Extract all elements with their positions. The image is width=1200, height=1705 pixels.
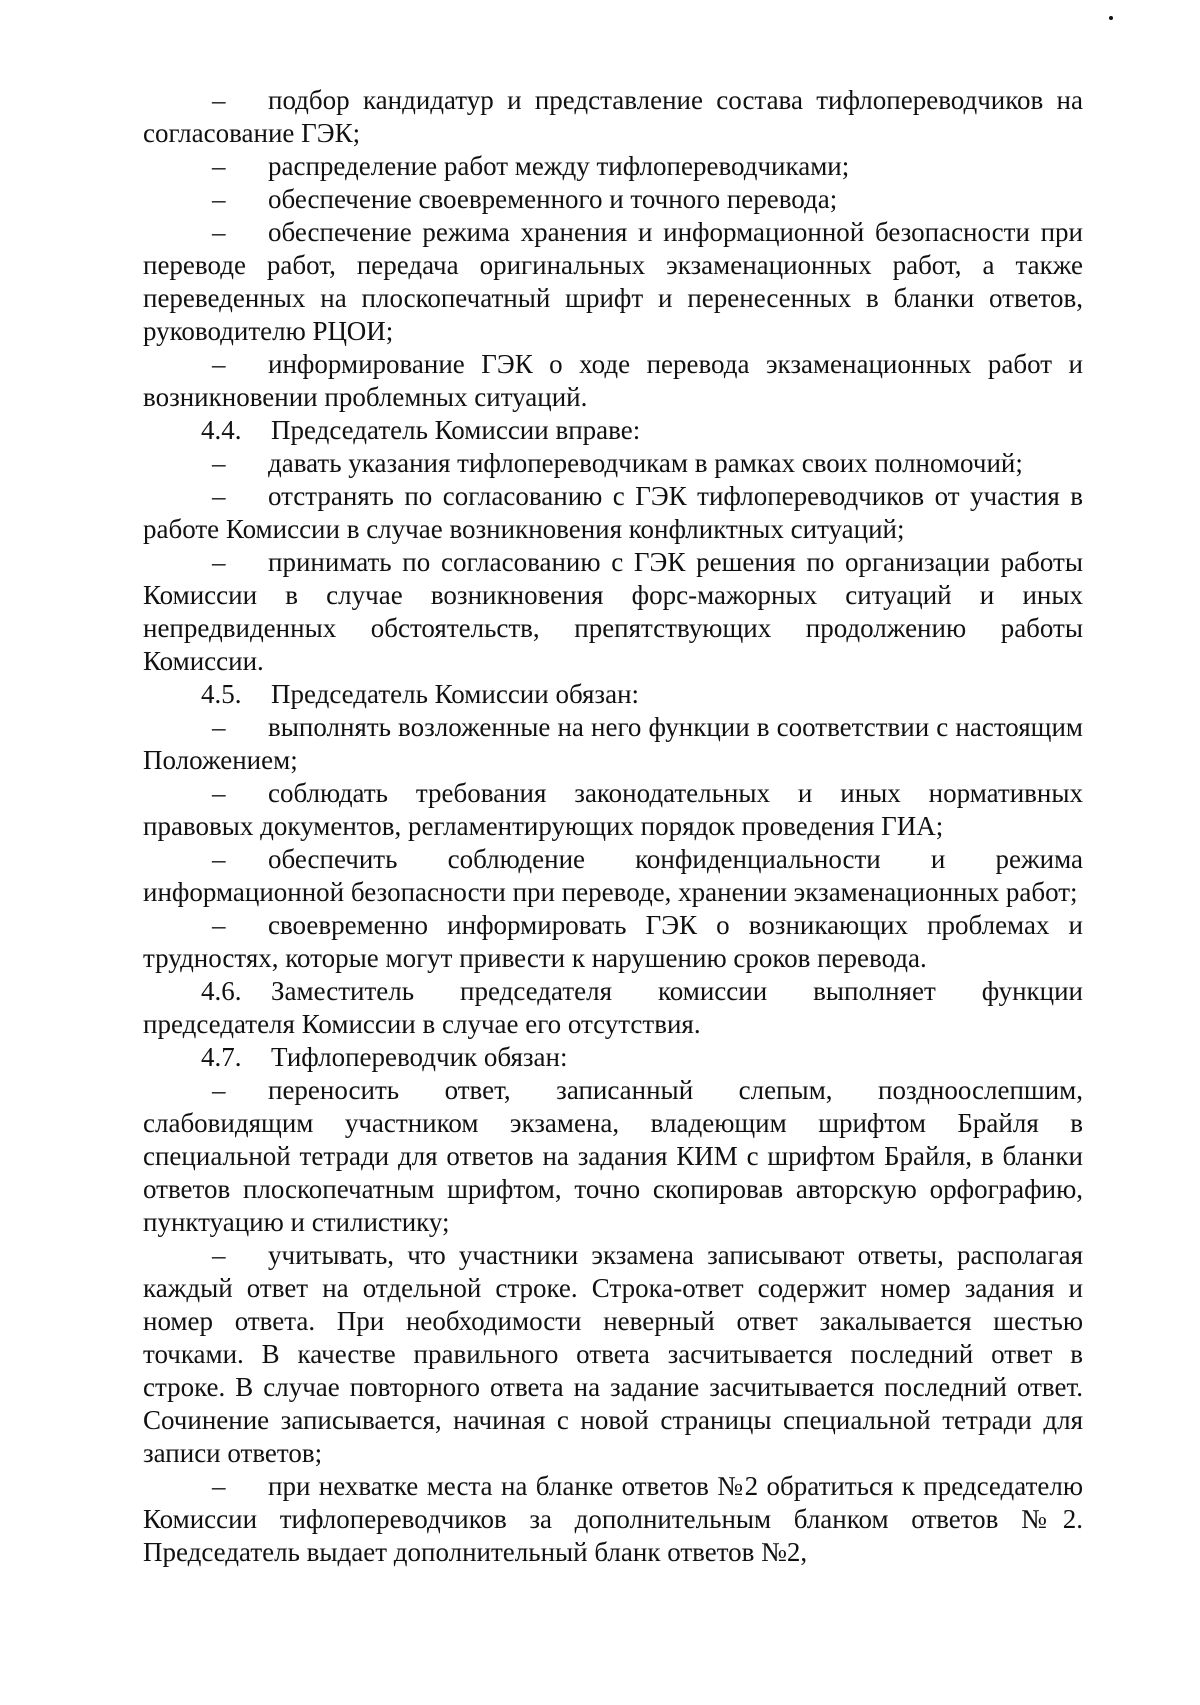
- list-item-dash: – принимать по согласованию с ГЭК решения по организации работы Комиссии в случае возникновения форс-мажорных ситуаций и иных непредвиденных обстоятельств, препятствующих продолжению работы Комиссии.: [143, 546, 1083, 678]
- section-heading-4-6: 4.6. Заместитель председателя комиссии выполняет функции председателя Комиссии в случае его отсутствия.: [143, 976, 1083, 1039]
- section-number: 4.6.: [201, 976, 242, 1006]
- list-item-dash: – переносить ответ, записанный слепым, поздноослепшим, слабовидящим участником экзамена, владеющим шрифтом Брайля в специальной тетради для ответов на задания КИМ с шрифтом Брайля, в бланки ответов плоскопечатным шрифтом, точно скопировав авторскую орфографию, пунктуацию и стилистику;: [143, 1074, 1083, 1239]
- section-heading-4-7: 4.7. Тифлопереводчик обязан:: [201, 1042, 568, 1072]
- list-item-dash: – обеспечение своевременного и точного перевода;: [143, 183, 1083, 216]
- scan-dot: [1109, 16, 1113, 20]
- section-number: 4.5.: [201, 679, 242, 709]
- list-item-dash: – распределение работ между тифлопереводчиками;: [143, 150, 1083, 183]
- list-item-dash: – отстранять по согласованию с ГЭК тифлопереводчиков от участия в работе Комиссии в случае возникновения конфликтных ситуаций;: [143, 480, 1083, 546]
- list-item-dash: – своевременно информировать ГЭК о возникающих проблемах и трудностях, которые могут привести к нарушению сроков перевода.: [143, 909, 1083, 975]
- list-item-dash: – давать указания тифлопереводчикам в рамках своих полномочий;: [143, 447, 1083, 480]
- list-item-dash: – учитывать, что участники экзамена записывают ответы, располагая каждый ответ на отдельной строке. Строка-ответ содержит номер задания и номер ответа. При необходимости неверный ответ закалывается шестью точками. В качестве правильного ответа засчитывается последний ответ в строке. В случае повторного ответа на задание засчитывается последний ответ. Сочинение записывается, начиная с новой страницы специальной тетради для записи ответов;: [143, 1239, 1083, 1470]
- document-page: [143, 84, 1083, 1569]
- section-heading-4-5: 4.5. Председатель Комиссии обязан:: [201, 679, 640, 709]
- section-number: 4.7.: [201, 1042, 242, 1072]
- list-item-dash: – при нехватке места на бланке ответов №2 обратиться к председателю Комиссии тифлопереводчиков за дополнительным бланком ответов №2. Председатель выдает дополнительный бланк ответов №2,: [143, 1470, 1083, 1569]
- list-item-dash: – обеспечить соблюдение конфиденциальности и режима информационной безопасности при переводе, хранении экзаменационных работ;: [143, 843, 1083, 909]
- section-heading-4-4: 4.4. Председатель Комиссии вправе:: [201, 415, 641, 445]
- list-item-dash: – обеспечение режима хранения и информационной безопасности при переводе работ, передача оригинальных экзаменационных работ, а также переведенных на плоскопечатный шрифт и перенесенных в бланки ответов, руководителю РЦОИ;: [143, 216, 1083, 348]
- list-item-dash: – выполнять возложенные на него функции в соответствии с настоящим Положением;: [143, 711, 1083, 777]
- list-item-dash: – информирование ГЭК о ходе перевода экзаменационных работ и возникновении проблемных ситуаций.: [143, 348, 1083, 414]
- section-number: 4.4.: [201, 415, 242, 445]
- list-item-dash: – подбор кандидатур и представление состава тифлопереводчиков на согласование ГЭК;: [143, 84, 1083, 150]
- list-item-dash: – соблюдать требования законодательных и иных нормативных правовых документов, регламентирующих порядок проведения ГИА;: [143, 777, 1083, 843]
